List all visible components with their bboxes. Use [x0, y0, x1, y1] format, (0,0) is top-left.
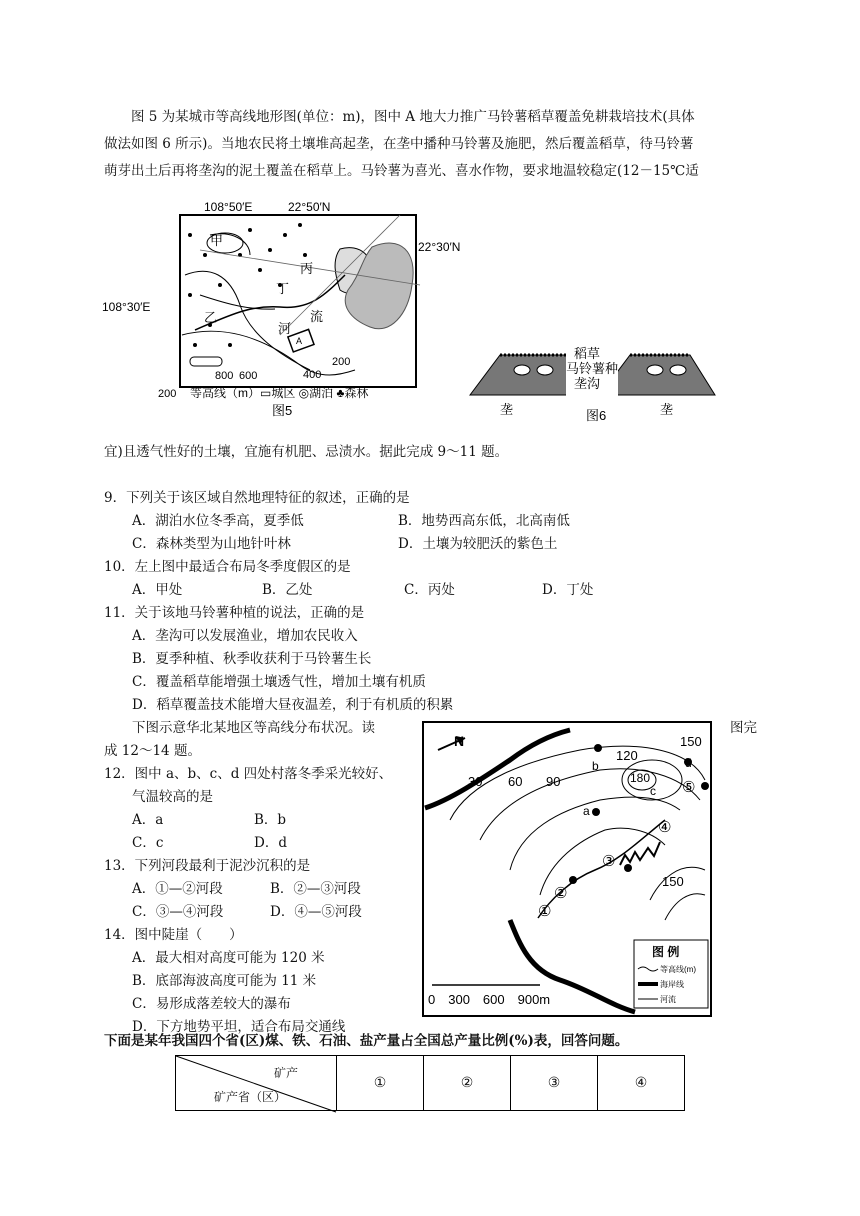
map2-point-a: a	[583, 804, 590, 818]
q12-stem-1: 12．图中 a、b、c、d 四处村落冬季采光较好、	[104, 766, 393, 782]
map2-north-label: N	[454, 733, 465, 749]
map2-contour-120: 120	[616, 748, 638, 763]
fig6-label-ridge-right: 垄	[660, 402, 674, 417]
fig5-caption: 图5	[272, 403, 293, 418]
map2-num-2: ②	[554, 885, 568, 902]
q11-stem: 11．关于该地马铃薯种植的说法，正确的是	[104, 605, 365, 621]
map2-contour-180: 180	[630, 771, 651, 785]
map2-contour-150b: 150	[662, 874, 684, 889]
intro-line-1: 图 5 为某城市等高线地形图(单位：m)，图中 A 地大力推广马铃薯稻草覆盖免耕栽培技术(具体	[131, 109, 695, 125]
map2-point-b: b	[592, 759, 599, 773]
fig5-label-he: 河	[278, 321, 292, 336]
map2-legend-contour: 等高线(m)	[660, 965, 696, 974]
intro-line-4: 宜)且透气性好的土壤，宜施有机肥、忌渍水。据此完成 9～11 题。	[104, 444, 509, 460]
table-head-bottom: 矿产省（区）	[214, 1090, 287, 1104]
fig6-caption: 图6	[586, 408, 607, 423]
fig5-contour-400: 400	[303, 369, 322, 381]
figure-contour-map-north-china	[420, 720, 716, 1020]
mineral-table	[175, 1055, 685, 1111]
intro-line-3: 萌芽出土后再将垄沟的泥土覆盖在稻草上。马铃薯为喜光、喜水作物，要求地温较稳定(12－15℃适	[104, 163, 699, 179]
map2-num-3: ③	[602, 853, 616, 870]
table-col-2: ②	[424, 1056, 511, 1111]
fig5-lat-right: 22°30′N	[418, 240, 461, 254]
q10-option-a: A．甲处	[132, 582, 183, 598]
map2-num-5: ⑤	[682, 779, 696, 796]
map2-legend-title: 图 例	[652, 945, 680, 959]
table-intro: 下面是某年我国四个省(区)煤、铁、石油、盐产量占全国总产量比例(%)表，回答问题。	[104, 1033, 629, 1049]
fig5-label-jia: 甲	[210, 233, 224, 248]
table-diagonal-header-cell	[176, 1056, 337, 1111]
q9-option-c: C．森林类型为山地针叶林	[132, 536, 291, 552]
q12-option-c: C．c	[132, 835, 164, 851]
q12-option-b: B．b	[254, 812, 287, 828]
fig5-lon-left: 108°30′E	[102, 300, 151, 314]
figure-5-contour-map	[100, 195, 461, 420]
map2-scale: 0 300 600 900m	[428, 992, 551, 1007]
intro-line-2: 做法如图 6 所示)。当地农民将土壤堆高起垄，在垄中播种马铃薯及施肥，然后覆盖稻草，待马铃薯	[104, 136, 694, 152]
q11-option-a: A．垄沟可以发展渔业，增加农民收入	[132, 628, 358, 644]
map2-contour-60: 60	[508, 774, 523, 789]
fig6-label-ridge-left: 垄	[500, 402, 514, 417]
fig5-lat-top: 22°50′N	[288, 200, 331, 214]
map2-legend-coast: 海岸线	[660, 980, 684, 989]
fig6-label-furrow: 垄沟	[574, 376, 601, 391]
fig5-label-a: A	[296, 336, 303, 346]
table-col-1: ①	[337, 1056, 424, 1111]
q12-option-a: A．a	[132, 812, 164, 828]
q10-option-b: B．乙处	[262, 582, 313, 598]
q9-option-d: D．土壤为较肥沃的紫色土	[398, 536, 558, 552]
q13-option-c: C．③—④河段	[132, 904, 224, 920]
map2-point-d: d	[685, 756, 692, 770]
fig5-lon-top: 108°50′E	[204, 200, 253, 214]
fig5-label-yi: 乙	[204, 310, 218, 325]
map2-legend-river: 河流	[660, 995, 676, 1004]
q9-option-a: A．湖泊水位冬季高，夏季低	[132, 513, 304, 529]
fig5-label-ding: 丁	[276, 281, 290, 296]
q9-stem: 9．下列关于该区域自然地理特征的叙述，正确的是	[104, 490, 410, 506]
q11-option-d: D．稻草覆盖技术能增大昼夜温差，利于有机质的积累	[132, 697, 454, 713]
map2-contour-30: 30	[468, 774, 483, 789]
intro2-line-2: 成 12～14 题。	[104, 743, 201, 759]
q12-option-d: D．d	[254, 835, 287, 851]
q12-stem-2: 气温较高的是	[132, 789, 213, 805]
q10-option-c: C．丙处	[404, 582, 455, 598]
fig5-legend: 等高线（m）▭城区 ◎湖泊 ♣森林	[190, 386, 369, 400]
q13-stem: 13．下列河段最利于泥沙沉积的是	[104, 858, 311, 874]
q11-option-b: B．夏季种植、秋季收获利于马铃薯生长	[132, 651, 372, 667]
q13-option-a: A．①—②河段	[132, 881, 223, 897]
q10-stem: 10．左上图中最适合布局冬季度假区的是	[104, 559, 351, 575]
fig5-contour-200a: 200	[332, 356, 351, 368]
figure-6-ridge-diagram	[470, 340, 720, 425]
fig5-label-bing: 丙	[300, 261, 314, 276]
q14-stem: 14．图中陡崖（ ）	[104, 927, 243, 943]
map2-point-c: c	[650, 784, 656, 798]
map2-num-4: ④	[658, 819, 672, 836]
fig5-contour-200b: 200	[158, 388, 177, 400]
q13-option-d: D．④—⑤河段	[270, 904, 362, 920]
map2-contour-150a: 150	[680, 734, 702, 749]
q13-option-b: B．②—③河段	[270, 881, 361, 897]
fig6-label-seed: 马铃薯种	[566, 361, 619, 376]
q14-option-b: B．底部海波高度可能为 11 米	[132, 973, 317, 989]
table-col-4: ④	[598, 1056, 685, 1111]
fig5-contour-800: 800	[215, 370, 234, 382]
map2-contour-90: 90	[546, 774, 561, 789]
fig5-label-liu: 流	[310, 309, 324, 324]
fig6-label-straw: 稻草	[574, 346, 601, 361]
map2-num-1: ①	[538, 903, 552, 920]
fig5-contour-600: 600	[239, 370, 258, 382]
intro2-line-1a: 下图示意华北某地区等高线分布状况。读	[132, 720, 375, 736]
table-head-top: 矿产	[274, 1066, 299, 1080]
q9-option-b: B．地势西高东低，北高南低	[398, 513, 570, 529]
q10-option-d: D．丁处	[542, 582, 594, 598]
intro2-line-1b: 图完	[730, 720, 757, 736]
table-col-3: ③	[511, 1056, 598, 1111]
q14-option-c: C．易形成落差较大的瀑布	[132, 996, 291, 1012]
q14-option-d: D．下方地势平坦，适合布局交通线	[132, 1019, 346, 1035]
q11-option-c: C．覆盖稻草能增强土壤透气性，增加土壤有机质	[132, 674, 426, 690]
q14-option-a: A．最大相对高度可能为 120 米	[132, 950, 325, 966]
